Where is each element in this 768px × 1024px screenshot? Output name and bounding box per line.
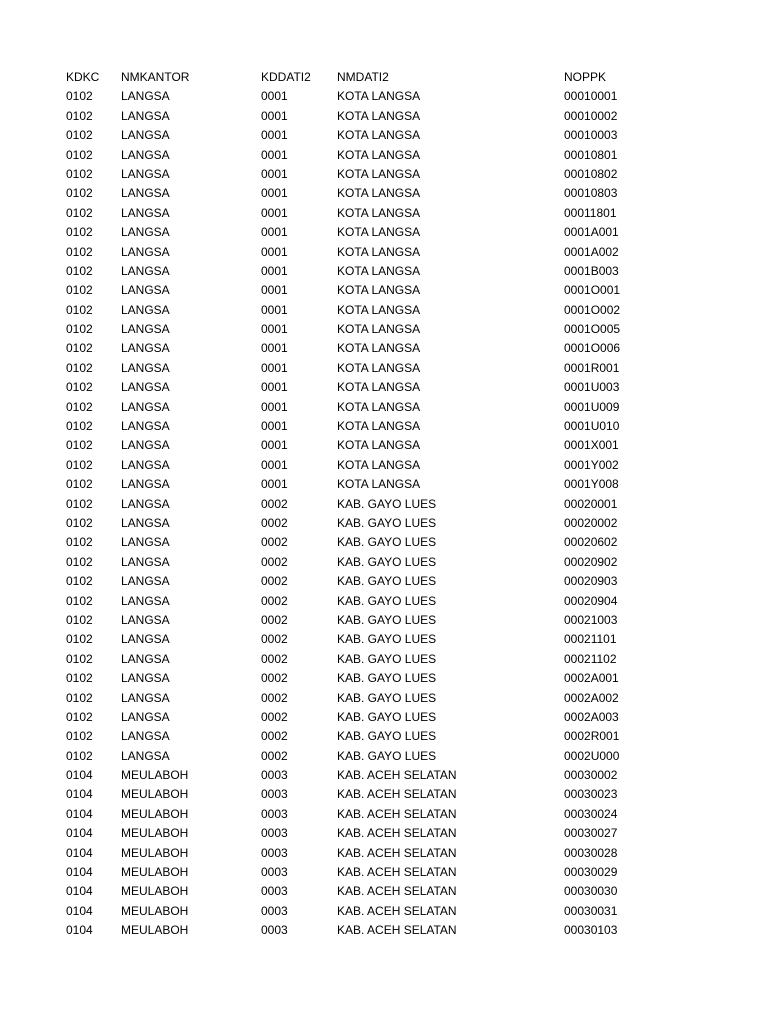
cell-nmkantor: MEULABOH xyxy=(121,903,189,918)
cell-noppk: 00010802 xyxy=(564,166,618,181)
cell-nmkantor: LANGSA xyxy=(121,108,170,123)
cell-kdkc: 0102 xyxy=(66,709,93,724)
cell-kddati2: 0003 xyxy=(261,768,288,783)
table-row xyxy=(66,824,654,843)
cell-nmkantor: LANGSA xyxy=(121,283,170,298)
table-row xyxy=(66,184,654,203)
cell-kdkc: 0104 xyxy=(66,787,93,802)
cell-kddati2: 0002 xyxy=(261,709,288,724)
cell-nmkantor: LANGSA xyxy=(121,302,170,317)
cell-kdkc: 0102 xyxy=(66,535,93,550)
cell-nmkantor: LANGSA xyxy=(121,690,170,705)
cell-kdkc: 0102 xyxy=(66,283,93,298)
cell-nmkantor: LANGSA xyxy=(121,671,170,686)
cell-kdkc: 0102 xyxy=(66,593,93,608)
cell-noppk: 00010001 xyxy=(564,89,618,104)
cell-nmdati2: KAB. ACEH SELATAN xyxy=(337,768,457,783)
cell-noppk: 0001Y008 xyxy=(564,477,619,492)
cell-kdkc: 0104 xyxy=(66,845,93,860)
cell-nmdati2: KAB. GAYO LUES xyxy=(337,729,437,744)
cell-nmdati2: KAB. GAYO LUES xyxy=(337,574,437,589)
table-row xyxy=(66,785,654,804)
cell-kdkc: 0102 xyxy=(66,263,93,278)
cell-noppk: 00020002 xyxy=(564,515,618,530)
cell-nmkantor: LANGSA xyxy=(121,651,170,666)
table-row xyxy=(66,165,654,184)
cell-kdkc: 0102 xyxy=(66,515,93,530)
cell-noppk: 00021003 xyxy=(564,612,618,627)
table-row xyxy=(66,204,654,223)
cell-kdkc: 0102 xyxy=(66,186,93,201)
cell-nmdati2: KOTA LANGSA xyxy=(337,186,421,201)
cell-nmkantor: LANGSA xyxy=(121,748,170,763)
cell-nmkantor: LANGSA xyxy=(121,457,170,472)
cell-kddati2: 0001 xyxy=(261,225,288,240)
cell-noppk: 00020904 xyxy=(564,593,618,608)
cell-kdkc: 0102 xyxy=(66,322,93,337)
table-row xyxy=(66,572,654,591)
cell-noppk: 00020602 xyxy=(564,535,618,550)
cell-nmdati2: KOTA LANGSA xyxy=(337,89,421,104)
cell-nmdati2: KOTA LANGSA xyxy=(337,283,421,298)
data-table xyxy=(66,68,654,941)
cell-nmdati2: KAB. GAYO LUES xyxy=(337,632,437,647)
cell-noppk: 0001U003 xyxy=(564,380,620,395)
table-row xyxy=(66,689,654,708)
cell-nmkantor: MEULABOH xyxy=(121,806,189,821)
cell-kdkc: 0104 xyxy=(66,903,93,918)
cell-noppk: 00030002 xyxy=(564,768,618,783)
table-row xyxy=(66,359,654,378)
cell-kddati2: 0002 xyxy=(261,671,288,686)
table-row xyxy=(66,902,654,921)
cell-noppk: 0002R001 xyxy=(564,729,620,744)
table-row xyxy=(66,126,654,145)
cell-nmkantor: LANGSA xyxy=(121,225,170,240)
cell-noppk: 00010803 xyxy=(564,186,618,201)
cell-nmdati2: KAB. GAYO LUES xyxy=(337,515,437,530)
cell-noppk: 00020903 xyxy=(564,574,618,589)
cell-nmkantor: MEULABOH xyxy=(121,845,189,860)
cell-noppk: 0002U000 xyxy=(564,748,620,763)
cell-kddati2: 0001 xyxy=(261,360,288,375)
cell-kddati2: 0001 xyxy=(261,283,288,298)
cell-nmdati2: KAB. ACEH SELATAN xyxy=(337,903,457,918)
table-row xyxy=(66,107,654,126)
cell-kdkc: 0102 xyxy=(66,166,93,181)
cell-kdkc: 0102 xyxy=(66,399,93,414)
table-row xyxy=(66,650,654,669)
cell-noppk: 00030023 xyxy=(564,787,618,802)
cell-nmdati2: KOTA LANGSA xyxy=(337,166,421,181)
cell-noppk: 00011801 xyxy=(564,205,617,220)
table-row xyxy=(66,320,654,339)
cell-nmkantor: LANGSA xyxy=(121,593,170,608)
cell-noppk: 0001U010 xyxy=(564,419,620,434)
cell-kddati2: 0002 xyxy=(261,690,288,705)
cell-kddati2: 0002 xyxy=(261,632,288,647)
cell-kdkc: 0102 xyxy=(66,632,93,647)
cell-nmkantor: LANGSA xyxy=(121,244,170,259)
table-row xyxy=(66,669,654,688)
cell-kdkc: 0102 xyxy=(66,128,93,143)
cell-kddati2: 0001 xyxy=(261,438,288,453)
cell-nmdati2: KAB. ACEH SELATAN xyxy=(337,806,457,821)
cell-kdkc: 0104 xyxy=(66,826,93,841)
cell-noppk: 0002A003 xyxy=(564,709,619,724)
cell-noppk: 0001O006 xyxy=(564,341,621,356)
table-row xyxy=(66,262,654,281)
cell-kddati2: 0001 xyxy=(261,128,288,143)
cell-noppk: 00030031 xyxy=(564,903,618,918)
table-row xyxy=(66,921,654,940)
table-row xyxy=(66,243,654,262)
table-row xyxy=(66,727,654,746)
cell-kdkc: 0102 xyxy=(66,438,93,453)
table-row xyxy=(66,805,654,824)
cell-kdkc: 0102 xyxy=(66,554,93,569)
table-row xyxy=(66,592,654,611)
cell-nmkantor: MEULABOH xyxy=(121,826,189,841)
cell-kddati2: 0003 xyxy=(261,865,288,880)
table-row xyxy=(66,495,654,514)
cell-nmkantor: MEULABOH xyxy=(121,865,189,880)
table-row xyxy=(66,87,654,106)
cell-kddati2: 0003 xyxy=(261,845,288,860)
cell-kdkc: 0102 xyxy=(66,690,93,705)
cell-nmkantor: MEULABOH xyxy=(121,787,189,802)
table-row xyxy=(66,436,654,455)
cell-noppk: 0001X001 xyxy=(564,438,619,453)
cell-noppk: 00010003 xyxy=(564,128,618,143)
table-row xyxy=(66,553,654,572)
cell-kdkc: 0102 xyxy=(66,205,93,220)
cell-kddati2: 0001 xyxy=(261,263,288,278)
cell-kddati2: 0002 xyxy=(261,574,288,589)
cell-kddati2: 0002 xyxy=(261,515,288,530)
cell-noppk: 00030103 xyxy=(564,923,618,938)
cell-noppk: 00010801 xyxy=(564,147,618,162)
cell-kddati2: 0002 xyxy=(261,535,288,550)
cell-kddati2: 0003 xyxy=(261,884,288,899)
cell-kddati2: 0003 xyxy=(261,787,288,802)
cell-kddati2: 0001 xyxy=(261,205,288,220)
cell-noppk: 0001O001 xyxy=(564,283,621,298)
cell-kdkc: 0102 xyxy=(66,147,93,162)
table-row xyxy=(66,417,654,436)
table-row xyxy=(66,514,654,533)
cell-kdkc: 0104 xyxy=(66,923,93,938)
cell-noppk: 00030024 xyxy=(564,806,618,821)
cell-kddati2: 0002 xyxy=(261,748,288,763)
cell-kddati2: 0001 xyxy=(261,186,288,201)
cell-nmkantor: LANGSA xyxy=(121,729,170,744)
table-row xyxy=(66,223,654,242)
cell-nmkantor: LANGSA xyxy=(121,380,170,395)
table-row xyxy=(66,378,654,397)
cell-nmkantor: LANGSA xyxy=(121,399,170,414)
cell-kdkc: 0102 xyxy=(66,244,93,259)
table-row xyxy=(66,398,654,417)
cell-kdkc: 0102 xyxy=(66,671,93,686)
table-body xyxy=(66,87,654,940)
cell-kdkc: 0102 xyxy=(66,729,93,744)
header-nmdati2: NMDATI2 xyxy=(337,70,389,84)
cell-kddati2: 0001 xyxy=(261,380,288,395)
cell-nmdati2: KOTA LANGSA xyxy=(337,108,421,123)
cell-kddati2: 0001 xyxy=(261,244,288,259)
cell-kddati2: 0001 xyxy=(261,322,288,337)
cell-kddati2: 0001 xyxy=(261,147,288,162)
cell-nmdati2: KAB. GAYO LUES xyxy=(337,496,437,511)
cell-nmkantor: LANGSA xyxy=(121,205,170,220)
cell-nmkantor: LANGSA xyxy=(121,574,170,589)
cell-nmdati2: KOTA LANGSA xyxy=(337,419,421,434)
cell-kddati2: 0002 xyxy=(261,651,288,666)
cell-kdkc: 0104 xyxy=(66,806,93,821)
cell-kddati2: 0003 xyxy=(261,903,288,918)
cell-nmdati2: KAB. GAYO LUES xyxy=(337,593,437,608)
cell-nmdati2: KAB. ACEH SELATAN xyxy=(337,787,457,802)
cell-nmdati2: KOTA LANGSA xyxy=(337,360,421,375)
cell-nmdati2: KOTA LANGSA xyxy=(337,128,421,143)
cell-nmdati2: KOTA LANGSA xyxy=(337,438,421,453)
cell-nmkantor: LANGSA xyxy=(121,128,170,143)
cell-kdkc: 0102 xyxy=(66,419,93,434)
header-kddati2: KDDATI2 xyxy=(261,70,311,84)
cell-kdkc: 0102 xyxy=(66,89,93,104)
cell-nmkantor: MEULABOH xyxy=(121,884,189,899)
cell-nmkantor: LANGSA xyxy=(121,186,170,201)
cell-noppk: 0001U009 xyxy=(564,399,620,414)
cell-nmdati2: KOTA LANGSA xyxy=(337,322,421,337)
table-row xyxy=(66,475,654,494)
table-row xyxy=(66,301,654,320)
cell-nmdati2: KOTA LANGSA xyxy=(337,302,421,317)
cell-kdkc: 0102 xyxy=(66,651,93,666)
cell-kdkc: 0102 xyxy=(66,302,93,317)
table-row xyxy=(66,630,654,649)
header-noppk: NOPPK xyxy=(564,70,607,84)
cell-nmkantor: MEULABOH xyxy=(121,768,189,783)
cell-nmkantor: LANGSA xyxy=(121,166,170,181)
table-row xyxy=(66,611,654,630)
cell-noppk: 0001Y002 xyxy=(564,457,619,472)
cell-kddati2: 0003 xyxy=(261,826,288,841)
cell-nmdati2: KAB. ACEH SELATAN xyxy=(337,845,457,860)
cell-kddati2: 0002 xyxy=(261,612,288,627)
cell-noppk: 0002A001 xyxy=(564,671,619,686)
cell-noppk: 00030028 xyxy=(564,845,618,860)
cell-noppk: 0001O005 xyxy=(564,322,621,337)
cell-noppk: 0001R001 xyxy=(564,360,620,375)
cell-nmkantor: MEULABOH xyxy=(121,923,189,938)
cell-nmdati2: KOTA LANGSA xyxy=(337,147,421,162)
cell-kddati2: 0001 xyxy=(261,341,288,356)
cell-nmkantor: LANGSA xyxy=(121,438,170,453)
cell-nmdati2: KOTA LANGSA xyxy=(337,399,421,414)
cell-kddati2: 0001 xyxy=(261,89,288,104)
cell-noppk: 00021102 xyxy=(564,651,617,666)
cell-kdkc: 0102 xyxy=(66,496,93,511)
cell-kddati2: 0002 xyxy=(261,593,288,608)
cell-nmdati2: KOTA LANGSA xyxy=(337,477,421,492)
cell-nmkantor: LANGSA xyxy=(121,419,170,434)
cell-nmdati2: KOTA LANGSA xyxy=(337,380,421,395)
table-row xyxy=(66,146,654,165)
cell-nmdati2: KAB. GAYO LUES xyxy=(337,709,437,724)
cell-noppk: 0001B003 xyxy=(564,263,619,278)
cell-noppk: 0002A002 xyxy=(564,690,619,705)
table-row xyxy=(66,339,654,358)
cell-noppk: 00030030 xyxy=(564,884,618,899)
cell-noppk: 00020902 xyxy=(564,554,618,569)
cell-nmdati2: KAB. GAYO LUES xyxy=(337,651,437,666)
cell-nmdati2: KAB. GAYO LUES xyxy=(337,554,437,569)
cell-nmdati2: KOTA LANGSA xyxy=(337,263,421,278)
cell-nmkantor: LANGSA xyxy=(121,263,170,278)
cell-kddati2: 0002 xyxy=(261,554,288,569)
cell-nmdati2: KOTA LANGSA xyxy=(337,341,421,356)
table-header-row xyxy=(66,68,654,87)
cell-nmkantor: LANGSA xyxy=(121,341,170,356)
cell-nmkantor: LANGSA xyxy=(121,515,170,530)
cell-noppk: 00021101 xyxy=(564,632,617,647)
cell-kddati2: 0001 xyxy=(261,457,288,472)
cell-nmdati2: KAB. GAYO LUES xyxy=(337,690,437,705)
cell-noppk: 00010002 xyxy=(564,108,618,123)
cell-nmdati2: KAB. ACEH SELATAN xyxy=(337,884,457,899)
cell-nmkantor: LANGSA xyxy=(121,322,170,337)
cell-nmkantor: LANGSA xyxy=(121,360,170,375)
cell-kddati2: 0001 xyxy=(261,166,288,181)
table-row xyxy=(66,844,654,863)
cell-kddati2: 0002 xyxy=(261,496,288,511)
cell-kddati2: 0001 xyxy=(261,399,288,414)
cell-kdkc: 0102 xyxy=(66,360,93,375)
cell-noppk: 0001A002 xyxy=(564,244,619,259)
cell-nmkantor: LANGSA xyxy=(121,496,170,511)
cell-kddati2: 0001 xyxy=(261,108,288,123)
cell-nmkantor: LANGSA xyxy=(121,535,170,550)
cell-kdkc: 0102 xyxy=(66,108,93,123)
cell-noppk: 0001A001 xyxy=(564,225,619,240)
cell-nmkantor: LANGSA xyxy=(121,477,170,492)
cell-noppk: 0001O002 xyxy=(564,302,621,317)
cell-noppk: 00030027 xyxy=(564,826,618,841)
table-row xyxy=(66,882,654,901)
cell-noppk: 00020001 xyxy=(564,496,618,511)
cell-kdkc: 0102 xyxy=(66,574,93,589)
cell-nmkantor: LANGSA xyxy=(121,612,170,627)
cell-noppk: 00030029 xyxy=(564,865,618,880)
cell-kdkc: 0102 xyxy=(66,341,93,356)
cell-nmdati2: KOTA LANGSA xyxy=(337,225,421,240)
cell-nmkantor: LANGSA xyxy=(121,632,170,647)
table-row xyxy=(66,766,654,785)
cell-kdkc: 0102 xyxy=(66,477,93,492)
cell-nmkantor: LANGSA xyxy=(121,709,170,724)
cell-kdkc: 0104 xyxy=(66,768,93,783)
cell-kddati2: 0001 xyxy=(261,302,288,317)
cell-kdkc: 0102 xyxy=(66,225,93,240)
cell-kddati2: 0001 xyxy=(261,419,288,434)
cell-nmdati2: KOTA LANGSA xyxy=(337,244,421,259)
cell-nmkantor: LANGSA xyxy=(121,89,170,104)
header-kdkc: KDKC xyxy=(66,70,100,84)
table-row xyxy=(66,533,654,552)
cell-kdkc: 0102 xyxy=(66,380,93,395)
cell-kdkc: 0102 xyxy=(66,612,93,627)
cell-nmdati2: KAB. GAYO LUES xyxy=(337,671,437,686)
cell-kdkc: 0104 xyxy=(66,865,93,880)
cell-nmdati2: KOTA LANGSA xyxy=(337,205,421,220)
cell-nmdati2: KOTA LANGSA xyxy=(337,457,421,472)
table-row xyxy=(66,863,654,882)
table-row xyxy=(66,747,654,766)
table-row xyxy=(66,456,654,475)
cell-nmdati2: KAB. GAYO LUES xyxy=(337,748,437,763)
cell-nmkantor: LANGSA xyxy=(121,554,170,569)
cell-nmdati2: KAB. GAYO LUES xyxy=(337,612,437,627)
table-row xyxy=(66,281,654,300)
cell-kddati2: 0003 xyxy=(261,806,288,821)
cell-nmkantor: LANGSA xyxy=(121,147,170,162)
cell-kddati2: 0002 xyxy=(261,729,288,744)
table-row xyxy=(66,708,654,727)
cell-kddati2: 0001 xyxy=(261,477,288,492)
cell-nmdati2: KAB. GAYO LUES xyxy=(337,535,437,550)
cell-kdkc: 0104 xyxy=(66,884,93,899)
header-nmkantor: NMKANTOR xyxy=(121,70,190,84)
cell-nmdati2: KAB. ACEH SELATAN xyxy=(337,923,457,938)
cell-nmdati2: KAB. ACEH SELATAN xyxy=(337,826,457,841)
cell-kdkc: 0102 xyxy=(66,457,93,472)
cell-nmdati2: KAB. ACEH SELATAN xyxy=(337,865,457,880)
cell-kdkc: 0102 xyxy=(66,748,93,763)
cell-kddati2: 0003 xyxy=(261,923,288,938)
